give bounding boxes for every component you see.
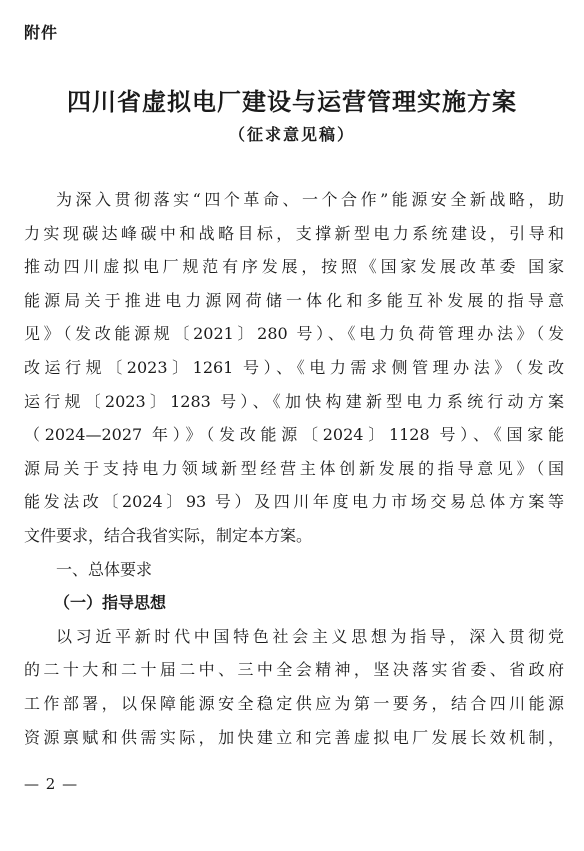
section-heading: 一、总体要求	[56, 559, 153, 579]
document-body	[24, 183, 564, 754]
intro-line: 能源局关于推进电力源网荷储一体化和多能互补发展的指导意	[24, 290, 564, 310]
intro-line: 改运行规〔2023〕1261 号）、《电力需求侧管理办法》（发改	[24, 357, 564, 377]
document-title: 四川省虚拟电厂建设与运营管理实施方案	[67, 87, 517, 116]
attachment-label: 附件	[24, 23, 59, 42]
intro-line: 能发法改〔2024〕93 号）及四川年度电力市场交易总体方案等	[24, 492, 564, 512]
intro-line: 见》（发改能源规〔2021〕280 号）、《电力负荷管理办法》（发	[24, 324, 564, 344]
intro-line: 源局关于支持电力领域新型经营主体创新发展的指导意见》（国	[24, 458, 564, 478]
guiding-line: 工作部署，以保障能源安全稳定供应为第一要务，结合四川能源	[24, 693, 564, 713]
intro-line: 文件要求，结合我省实际，制定本方案。	[24, 525, 313, 545]
guiding-line: 资源禀赋和供需实际，加快建立和完善虚拟电厂发展长效机制，	[24, 727, 564, 747]
page-number: — 2 —	[24, 775, 79, 793]
guiding-line: 的二十大和二十届二中、三中全会精神，坚决落实省委、省政府	[24, 660, 564, 680]
intro-line: 为深入贯彻落实“四个革命、一个合作”能源安全新战略，助	[56, 190, 564, 209]
intro-line: 运行规〔2023〕1283 号）、《加快构建新型电力系统行动方案	[24, 391, 564, 411]
intro-line: 推动四川虚拟电厂规范有序发展，按照《国家发展改革委 国家	[24, 257, 564, 277]
subsection-heading: （一）指导思想	[54, 593, 167, 613]
intro-line: （2024—2027 年）》（发改能源〔2024〕1128 号）、《国家能	[24, 425, 564, 445]
document-subtitle: （征求意见稿）	[228, 125, 355, 144]
intro-line: 力实现碳达峰碳中和战略目标，支撑新型电力系统建设，引导和	[24, 223, 564, 243]
guiding-line: 以习近平新时代中国特色社会主义思想为指导，深入贯彻党	[56, 626, 564, 646]
